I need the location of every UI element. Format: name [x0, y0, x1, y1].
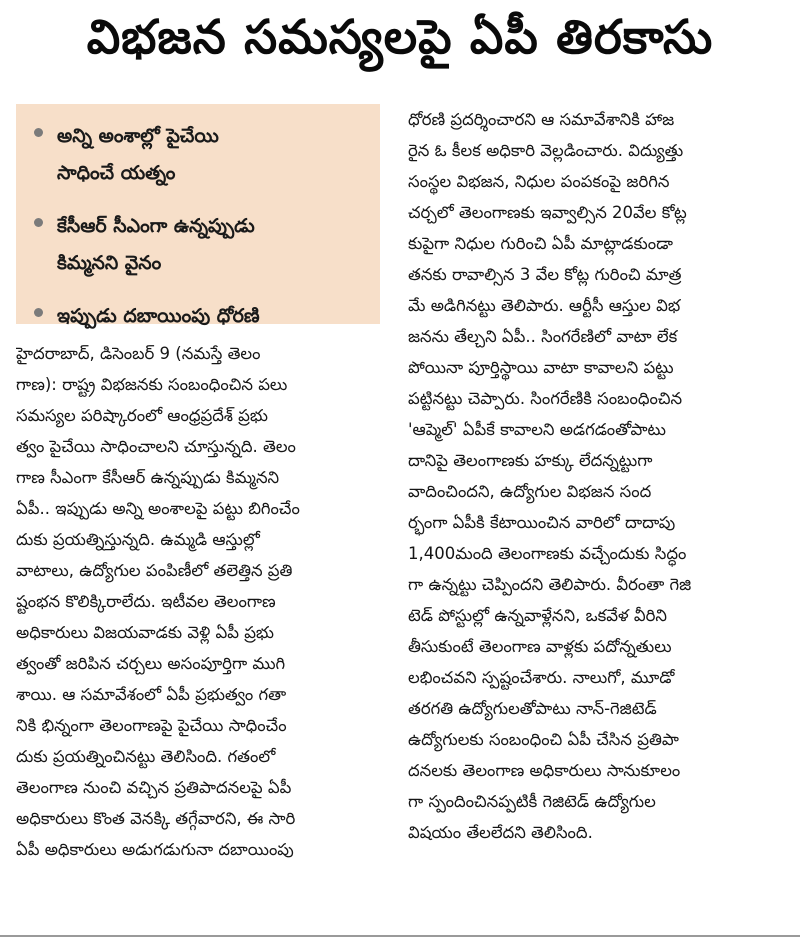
highlight-text: ఇప్పుడు దబాయింపు ధోరణి	[57, 305, 260, 327]
article-line: నికి భిన్నంగా తెలంగాణపై పైచేయి సాధించేం	[16, 716, 287, 735]
article-line: తనకు రావాల్సిన 3 వేల కోట్ల గురించి మాత్ర	[408, 265, 682, 284]
article-line: ధోరణి ప్రదర్శించారని ఆ సమావేశానికి హాజ	[408, 110, 675, 129]
article-line: ష్టంభన కొలిక్కిరాలేదు. ఇటీవల తెలంగాణ	[16, 592, 276, 611]
article-column-right	[408, 104, 786, 848]
article-line: త్వంతో జరిపిన చర్చలు అసంపూర్తిగా ముగి	[16, 654, 286, 673]
article-line: 'ఆప్మెల్' ఏపీకే కావాలని అడగడంతోపాటు	[408, 420, 667, 439]
article-line: రైన ఓ కీలక అధికారి వెల్లడించారు. విద్యుత్తు	[408, 141, 684, 160]
article-line: గాణ సీఎంగా కేసీఆర్ ఉన్నప్పుడు కిమ్మనని	[16, 468, 280, 487]
article-line: గా ఉన్నట్టు చెప్పిందని తెలిపారు. వీరంతా గెజి	[408, 575, 692, 594]
article-line: సంస్థల విభజన, నిధుల పంపకంపై జరిగిన	[408, 172, 670, 191]
article-line: శాయి. ఆ సమావేశంలో ఏపీ ప్రభుత్వం గతా	[16, 685, 287, 704]
article-line: అధికారులు కొంత వెనక్కి తగ్గేవారని, ఈ సారి	[16, 809, 296, 828]
article-line: 1,400మంది తెలంగాణకు వచ్చేందుకు సిద్ధం	[408, 544, 687, 563]
article-line: మే అడిగినట్టు తెలిపారు. ఆర్టీసీ ఆస్తుల విభ	[408, 296, 681, 315]
article-line: వాటాలు, ఉద్యోగుల పంపిణీలో తలెత్తిన ప్రతి	[16, 561, 293, 580]
article-line: ఉద్యోగులకు సంబంధించి ఏపీ చేసిన ప్రతిపా	[408, 730, 679, 749]
highlight-text: అన్ని అంశాల్లో పైచేయి సాధించే యత్నం	[57, 125, 219, 184]
article-line: తెలంగాణ నుంచి వచ్చిన ప్రతిపాదనలపై ఏపీ	[16, 778, 292, 797]
article-line: జనను తేల్చని ఏపీ.. సింగరేణిలో వాటా లేక	[408, 327, 678, 346]
article-line: దుకు ప్రయత్నించినట్టు తెలిసింది. గతంలో	[16, 747, 276, 766]
article-line: పట్టినట్టు చెప్పారు. సింగరేణికి సంబంధించిన	[408, 389, 683, 408]
bullet-icon	[34, 308, 43, 317]
article-line: త్వం పైచేయి సాధించాలని చూస్తున్నది. తెలం	[16, 437, 296, 456]
article-line: అధికారులు విజయవాడకు వెళ్లి ఏపీ ప్రభు	[16, 623, 275, 642]
article-line: సమస్యల పరిష్కారంలో ఆంధ్రప్రదేశ్ ప్రభు	[16, 406, 268, 425]
article-line: దానిపై తెలంగాణకు హక్కు లేదన్నట్టుగా	[408, 451, 653, 470]
article-line: లభించవని స్పష్టంచేశారు. నాలుగో, మూడో	[408, 668, 675, 687]
article-line: తరగతి ఉద్యోగులతోపాటు నాన్-గెజిటెడ్	[408, 699, 657, 718]
article-line: తీసుకుంటే తెలంగాణ వాళ్లకు పదోన్నతులు	[408, 637, 672, 656]
article-line: ర్భంగా ఏపీకి కేటాయించిన వారిలో దాదాపు	[408, 513, 676, 532]
highlights-box	[16, 104, 380, 327]
headline: విభజన సమస్యలపై ఏపీ తిరకాసు	[86, 10, 714, 65]
article-column-left	[16, 338, 388, 865]
highlight-item	[34, 208, 370, 282]
article-line: పోయినా పూర్తిస్థాయి వాటా కావాలని పట్టు	[408, 358, 674, 377]
highlight-text: కేసీఆర్ సీఎంగా ఉన్నప్పుడు కిమ్మనని వైనం	[57, 215, 255, 274]
article-line: ఏపీ.. ఇప్పుడు అన్ని అంశాలపై పట్టు బిగించేం	[16, 499, 300, 518]
bullet-icon	[34, 218, 43, 227]
article-line: దుకు ప్రయత్నిస్తున్నది. ఉమ్మడి ఆస్తుల్లో	[16, 530, 260, 549]
article-line: కుపైగా నిధుల గురించి ఏపీ మాట్లాడకుండా	[408, 234, 673, 253]
bullet-icon	[34, 128, 43, 137]
article-line: వాదించిందని, ఉద్యోగుల విభజన సంద	[408, 482, 652, 501]
article-line: చర్చలో తెలంగాణకు ఇవ్వాల్సిన 20వేల కోట్ల	[408, 203, 687, 222]
article-line: ఏపీ అధికారులు అడుగడుగునా దబాయింపు	[16, 840, 294, 859]
highlight-item	[34, 118, 370, 192]
article-line: విషయం తేలలేదని తెలిసింది.	[408, 823, 593, 842]
article-line: దనలకు తెలంగాణ అధికారులు సానుకూలం	[408, 761, 681, 780]
article-line: గాణ): రాష్ట్ర విభజనకు సంబంధించిన పలు	[16, 375, 288, 394]
bottom-divider	[0, 935, 800, 937]
article-line: హైదరాబాద్, డిసెంబర్ 9 (నమస్తే తెలం	[16, 344, 261, 363]
article-line: టెడ్ పోస్టుల్లో ఉన్నవాళ్లేనని, ఒకవేళ వీరిని	[408, 606, 667, 625]
article-line: గా స్పందించినప్పటికీ గెజిటెడ్ ఉద్యోగుల	[408, 792, 656, 811]
highlight-item	[34, 298, 370, 335]
